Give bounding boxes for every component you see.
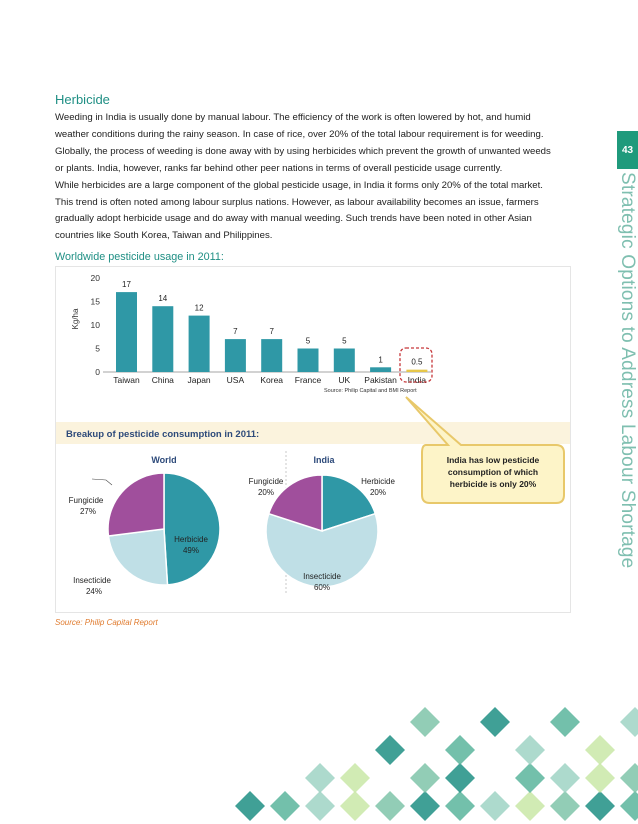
category-label: France: [294, 375, 322, 385]
bar-korea: [261, 339, 282, 372]
category-label: USA: [226, 375, 245, 385]
bar-value-label: 7: [233, 327, 238, 337]
india-label-insecticide: Insecticide: [303, 572, 341, 581]
diamond-shape: [550, 791, 580, 821]
world-value-herbicide: 49%: [182, 546, 200, 555]
y-axis-label: Kg/ha: [71, 308, 80, 330]
world-fungicide-leader: [92, 479, 112, 485]
bar-taiwan: [116, 292, 137, 372]
diamond-shape: [445, 791, 475, 821]
diamond-shape: [445, 763, 475, 793]
category-label: UK: [338, 375, 351, 385]
world-value-insecticide: 24%: [85, 587, 103, 596]
callout-line-1: India has low pesticide: [446, 455, 540, 465]
bar-india: [406, 370, 427, 372]
diamond-shape: [340, 791, 370, 821]
y-tick-label: 5: [95, 343, 100, 354]
diamond-shape: [305, 763, 335, 793]
bar-value-label: 17: [122, 280, 131, 290]
diamond-shape: [340, 763, 370, 793]
india-label-fungicide: Fungicide: [248, 477, 284, 486]
diamond-shape: [550, 707, 580, 737]
figure-title: Worldwide pesticide usage in 2011:: [55, 251, 224, 263]
world-pie-title: World: [151, 455, 177, 465]
bar-pakistan: [370, 367, 391, 372]
india-value-fungicide: 20%: [257, 488, 275, 497]
diamond-shape: [410, 707, 440, 737]
bar-value-label: 12: [194, 303, 204, 313]
bar-value-label: 0.5: [411, 357, 423, 367]
diamond-shape: [620, 791, 638, 821]
diamond-shape: [620, 763, 638, 793]
diamond-shape: [235, 791, 265, 821]
diamond-shape: [445, 735, 475, 765]
diamond-shape: [620, 707, 638, 737]
world-label-fungicide: Fungicide: [68, 496, 104, 505]
y-tick-label: 0: [95, 367, 100, 377]
diamond-shape: [585, 791, 615, 821]
pie-slice-insecticide: [108, 529, 167, 585]
bar-value-label: 5: [342, 336, 347, 346]
bars: [113, 280, 427, 385]
diamond-shape: [375, 735, 405, 765]
bar-usa: [225, 339, 246, 372]
diamond-shape: [515, 735, 545, 765]
bar-chart-source: Source: Philip Capital and BMI Report: [324, 388, 417, 394]
diamond-shape: [515, 791, 545, 821]
pie-slice-fungicide: [108, 473, 164, 536]
diamond-shape: [305, 791, 335, 821]
callout-line-3: herbicide is only 20%: [449, 479, 537, 489]
category-label: Japan: [187, 375, 211, 385]
category-label: Taiwan: [113, 375, 140, 385]
paragraph: While herbicides are a large component of the global pesticide usage, in India it forms only 20% of the total market. This trend is often noted among labour surplus nations. However, as labour availability becomes an issue, farmers gradually adopt herbicide usage and do away with manual weeding. Such trends have been noted in other Asian countries like South Korea, Taiwan and Philippines.: [55, 179, 543, 242]
diamond-shape: [585, 763, 615, 793]
figure-canvas: [56, 267, 570, 612]
paragraph: Weeding in India is usually done by manual labour. The efficiency of the work is often lowered by hot, and humid weather conditions during the rainy season. In case of rice, over 20% of the total labour requirement is for weeding. Globally, the process of weeding is done away with by using herbicides which prevent the growth of unwanted weeds or plants. India, however, ranks far behind other peer nations in terms of overall pesticide usage currently.: [55, 112, 551, 174]
category-label: Korea: [260, 375, 284, 385]
body-text: [55, 110, 560, 245]
india-pie-chart: [249, 455, 396, 592]
india-slices: [266, 475, 378, 587]
diamond-shape: [550, 763, 580, 793]
figure-source: Source: Philip Capital Report: [55, 618, 158, 627]
india-value-insecticide: 60%: [313, 583, 331, 592]
bar-france: [298, 349, 319, 373]
diamond-shape: [515, 763, 545, 793]
page-number: 43: [617, 131, 638, 169]
figure: [55, 266, 571, 613]
bar-japan: [189, 316, 210, 372]
world-label-herbicide: Herbicide: [174, 535, 208, 544]
pie-slice-herbicide: [164, 473, 220, 585]
bar-value-label: 7: [269, 327, 274, 337]
world-value-fungicide: 27%: [79, 507, 97, 516]
y-ticks: [91, 273, 101, 377]
diamond-shape: [270, 791, 300, 821]
diamond-shape: [585, 735, 615, 765]
breakup-title: Breakup of pesticide consumption in 2011:: [66, 429, 260, 440]
world-slices: [108, 473, 220, 585]
india-label-herbicide: Herbicide: [361, 477, 395, 486]
y-tick-label: 10: [90, 320, 100, 330]
category-label: China: [151, 375, 174, 385]
diamond-shape: [410, 763, 440, 793]
world-pie-chart: [69, 455, 220, 596]
callout: [406, 397, 564, 503]
callout-line-2: consumption of which: [447, 467, 539, 477]
bar-chart: [71, 273, 432, 394]
bar-value-label: 14: [158, 294, 168, 304]
section-heading: Herbicide: [55, 92, 110, 107]
y-tick-label: 15: [90, 296, 100, 307]
bar-uk: [334, 349, 355, 373]
bar-value-label: 1: [378, 355, 383, 365]
side-title: Strategic Options to Address Labour Shortage: [617, 172, 638, 569]
diamond-shape: [480, 791, 510, 821]
world-label-insecticide: Insecticide: [73, 576, 111, 585]
bar-china: [152, 306, 173, 372]
diamond-shape: [410, 791, 440, 821]
diamond-shape: [480, 707, 510, 737]
y-tick-label: 20: [90, 273, 100, 283]
category-label: Pakistan: [364, 375, 397, 385]
bar-value-label: 5: [305, 336, 311, 346]
diamond-pattern: [235, 707, 638, 821]
india-value-herbicide: 20%: [369, 488, 387, 497]
india-pie-title: India: [313, 455, 335, 465]
diamond-shape: [375, 791, 405, 821]
category-label: India: [407, 375, 427, 385]
